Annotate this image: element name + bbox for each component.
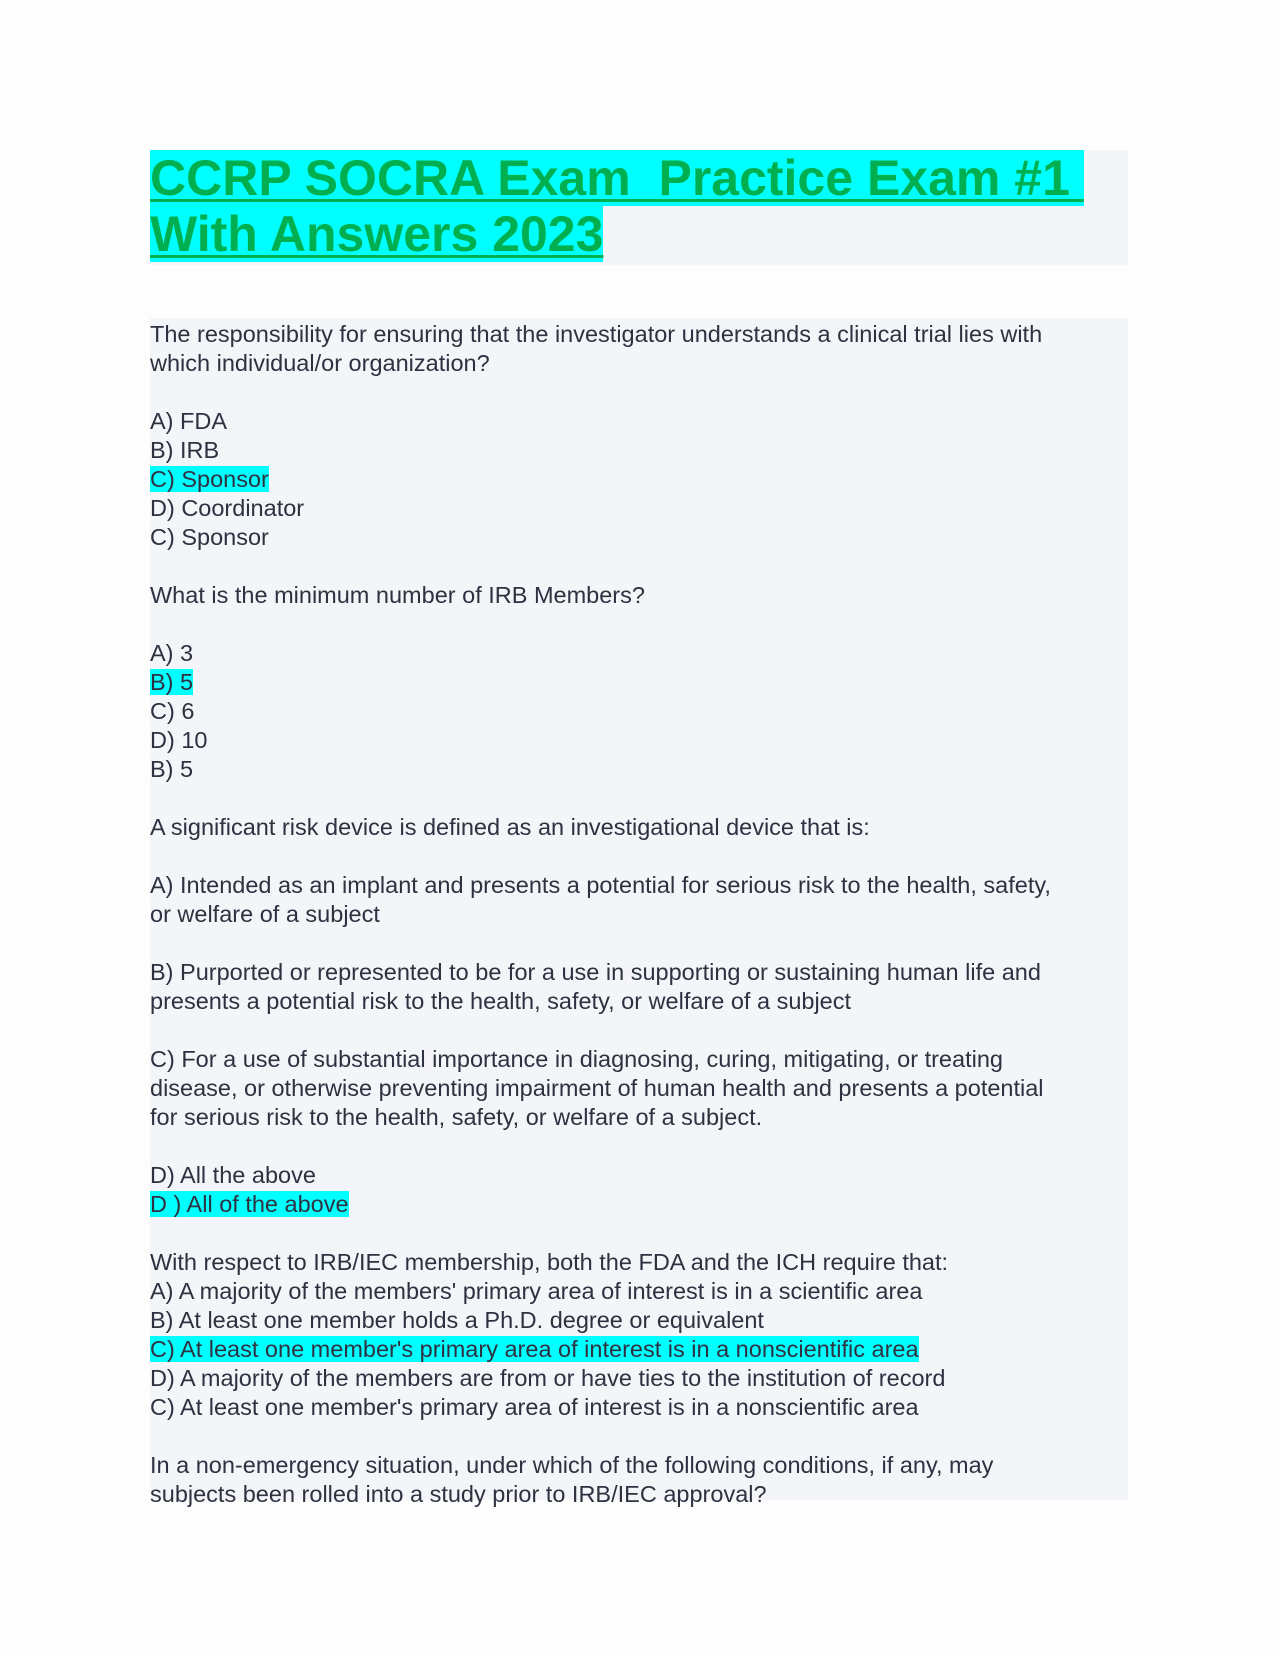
title-line-2-text: With Answers 2023 — [150, 206, 604, 262]
question-3-option-c-line-3: for serious risk to the health, safety, or welfare of a subject. — [150, 1104, 763, 1130]
question-1-option-a: A) FDA — [150, 408, 228, 434]
question-3 — [150, 813, 1128, 1248]
question-4 — [150, 1248, 1128, 1451]
document-title — [150, 150, 1128, 265]
question-2-answer: B) 5 — [150, 756, 194, 782]
question-1-option-c — [150, 465, 1128, 494]
question-1 — [150, 320, 1128, 581]
question-1-stem-line-2: which individual/or organization? — [150, 350, 490, 376]
question-4-option-c-highlight: C) At least one member's primary area of interest is in a nonscientific area — [150, 1336, 919, 1362]
question-2-option-c: C) 6 — [150, 698, 195, 724]
question-5-stem-line-2: subjects been rolled into a study prior to IRB/IEC approval? — [150, 1481, 767, 1507]
title-line-1-text: CCRP SOCRA Exam Practice Exam #1 — [150, 150, 1084, 206]
question-2-option-a: A) 3 — [150, 640, 194, 666]
question-4-option-a: A) A majority of the members' primary area of interest is in a scientific area — [150, 1278, 923, 1304]
question-4-option-c — [150, 1335, 1128, 1364]
question-3-answer — [150, 1190, 1128, 1219]
title-line-1 — [150, 150, 1084, 206]
question-2-option-b — [150, 668, 1128, 697]
question-4-option-d: D) A majority of the members are from or have ties to the institution of record — [150, 1365, 946, 1391]
question-4-answer: C) At least one member's primary area of interest is in a nonscientific area — [150, 1394, 919, 1420]
question-4-stem: With respect to IRB/IEC membership, both the FDA and the ICH require that: — [150, 1249, 949, 1275]
question-2-stem: What is the minimum number of IRB Members? — [150, 582, 645, 608]
question-1-option-d: D) Coordinator — [150, 495, 305, 521]
question-3-option-c-line-2: disease, or otherwise preventing impairment of human health and presents a potential — [150, 1075, 1044, 1101]
title-line-2 — [150, 206, 603, 262]
question-2 — [150, 581, 1128, 813]
question-2-option-b-highlight: B) 5 — [150, 669, 194, 695]
question-2-option-d: D) 10 — [150, 727, 208, 753]
question-3-option-b-line-2: presents a potential risk to the health, safety, or welfare of a subject — [150, 988, 852, 1014]
question-4-option-b: B) At least one member holds a Ph.D. degree or equivalent — [150, 1307, 764, 1333]
question-3-option-a-line-1: A) Intended as an implant and presents a potential for serious risk to the health, safety, — [150, 872, 1051, 898]
question-3-option-c-line-1: C) For a use of substantial importance in diagnosing, curing, mitigating, or treating — [150, 1046, 1003, 1072]
document-body — [150, 318, 1128, 1507]
question-1-stem-line-1: The responsibility for ensuring that the investigator understands a clinical trial lies with — [150, 321, 1043, 347]
question-1-option-b: B) IRB — [150, 437, 220, 463]
question-1-option-c-highlight: C) Sponsor — [150, 466, 269, 492]
question-1-answer: C) Sponsor — [150, 524, 269, 550]
question-3-option-b-line-1: B) Purported or represented to be for a use in supporting or sustaining human life and — [150, 959, 1041, 985]
question-5 — [150, 1451, 1128, 1509]
question-3-option-a-line-2: or welfare of a subject — [150, 901, 380, 927]
question-3-stem: A significant risk device is defined as an investigational device that is: — [150, 814, 870, 840]
question-3-answer-highlight: D ) All of the above — [150, 1191, 349, 1217]
question-3-option-d: D) All the above — [150, 1162, 316, 1188]
question-5-stem-line-1: In a non-emergency situation, under which of the following conditions, if any, may — [150, 1452, 994, 1478]
